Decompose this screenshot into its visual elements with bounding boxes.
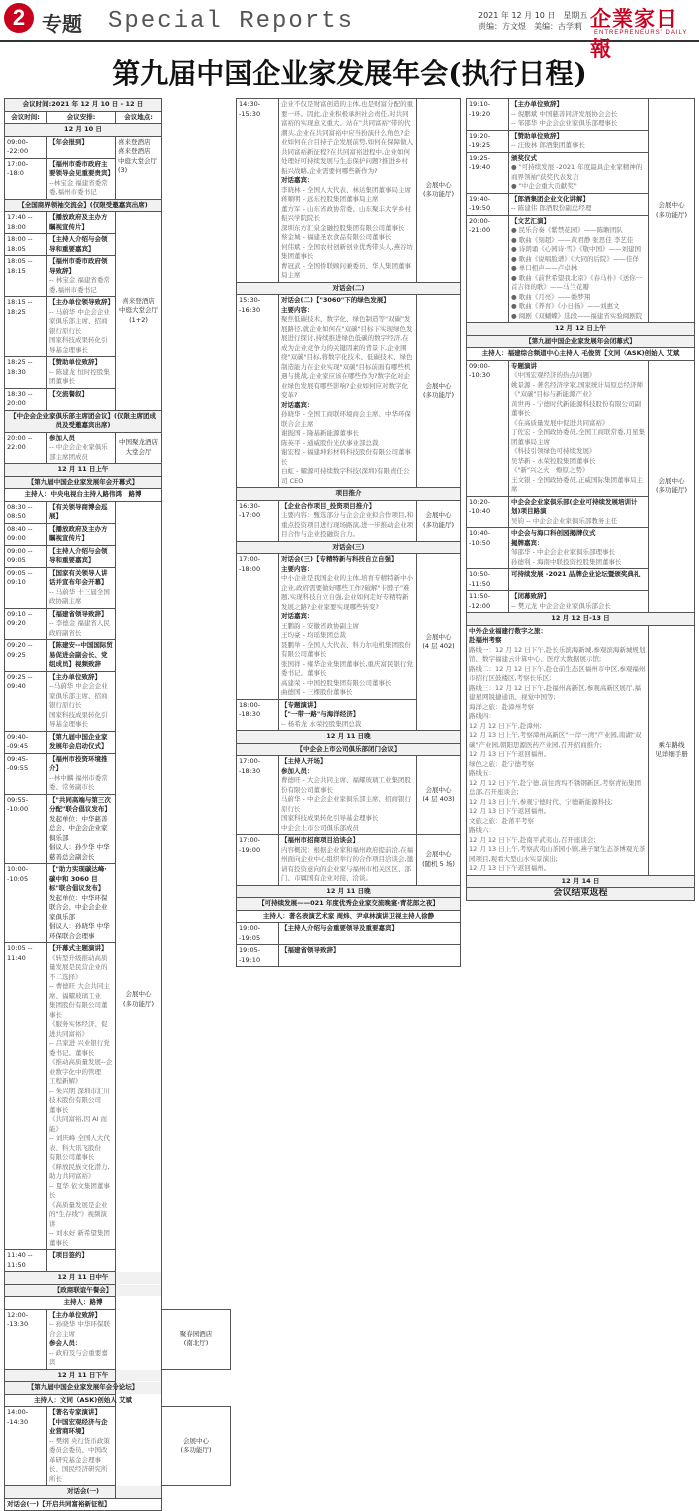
list-item: 有限公司董事长: [49, 1153, 95, 1161]
time-cell: 17:00--18:30: [237, 756, 279, 835]
time-cell: 17:00--18:0: [5, 158, 47, 199]
list-item: 路线四：: [469, 712, 495, 720]
venue-cell: 会展中心 (多功能厅): [417, 99, 461, 283]
time-cell: 09:05 -- 09:10: [5, 567, 47, 608]
guest-item: 陈英平 - 通威股份光伏事业部总裁: [281, 438, 379, 447]
event-cell: 【"共同高端与第三次分配"联合倡议发布】 发起单位：中华慈善总会、中企会企业家俱乐部 倡议人：孙少华 中华慈善总会副会长: [47, 794, 116, 864]
event-cell: 【福州市招商项目洽谈会】 内容概况：根据企业家和福州政府提前洽,在福州面向企业中心组织举行的合作项目洽谈会,邀请有投资意向的企业家与福州市相关区区、部门、市属国有企业对接、洽谈。: [279, 835, 417, 886]
guest-list: [281, 186, 414, 281]
session-host: 主持人：著名表演艺术家 周炜、尹卓林演讲卫视主持人徐静: [237, 910, 461, 923]
venue-cell: 喜来登酒店 中庭大堂会厅 (1+2): [115, 212, 161, 411]
time-cell: 09:00--10:30: [467, 360, 509, 496]
day-header: 12 月 12 日-13 日: [467, 613, 695, 626]
event-cell: 参加人员 -- 中企会企业家俱乐部主席团成员: [47, 432, 116, 464]
list-item: ● 闽剧《双蝴蝶》选段——福建省实验闽剧院: [511, 311, 643, 320]
list-item: ● 歌曲《刻超》——黄君静 张思佳 李艺佳: [511, 235, 634, 244]
venue-cell: 喜来登酒店 喜来登酒店 中庭大堂会厅(3): [115, 136, 161, 199]
guest-item: 曹冠武 - 全国侨联顾问兼委员、华人集团董事局主席: [281, 261, 411, 279]
event-cell: 【企业合作项目_投资项目推介】 主要内容：甄选部分与企会企业拟合作项目,和重点投资项目进行现场路演,进一步推动企业项目合作与企业投融资合力。: [279, 500, 417, 541]
event-cell: 【赞助单位致辞】 -- 汪俊林 郎酒集团董事长: [509, 130, 649, 152]
list-item: ● 民乐合奏《紫禁花园》——陈瞻团队: [511, 226, 623, 234]
event-cell: 【专题演讲】 【"一带一路"与海洋经济】 -- 杨希龙 永荣控股集团总裁: [279, 699, 417, 731]
time-cell: 12:00--13:30: [5, 1309, 47, 1369]
time-cell: 18:00--18:30: [237, 699, 279, 731]
attendee-list: [281, 776, 414, 833]
page-title: 第九届中国企业家发展年会(执行日程): [112, 57, 587, 90]
time-cell: 19:05--19:10: [237, 945, 279, 967]
list-item: 路线六：: [469, 826, 495, 834]
event-cell: 对话会(三)【专精特新与科技自立自强】 主要内容： 中小企业是我国企业的主体,培育专精特新中小企业,政府需要做好哪些工作?破解"卡脖子"难题,实现科技自立自强,企业如何走好专精特新发展之路?企业家要实现哪些转变? 对话嘉宾： 王鹏韵 - 安徽省政协副主席 王均豪 - 均瑶集团总裁 聂鹏举 - 全国人大代表、科力尔电机集团股份有限公司董事长 张国祥 - 雍华企业集团董事长,重庆富民银行党委书记、董事长 高建荣 - 中国控股集团有限公司董事长 曲德国 - 三棵股份董事长: [279, 554, 417, 700]
guest-item: 孙晓华 - 全国工商联环境商会主席、中华环保联合会主席: [281, 410, 411, 428]
col-header-time: 会议时间:: [5, 111, 47, 124]
event-cell: 对话会(二)【"3060"下的绿色发展】 主要内容： 聚焦低碳技术、数字化、绿色制造等"双碳"发展路径,就企业如何在"双碳"目标下实现绿色发展进行探讨,持续推进绿色低碳的数字经济,在成为企业竞争力的关键因素的背景下,企业围绕"双碳"目标,将数字化技术、低碳技术、绿色制造能力在企业实现"双碳"目标前面有哪些机遇与挑战,企业家应该在哪些作为?数字化对企业绿色发展有哪些影响?企业如何应对数字化变革? 对话嘉宾： 孙晓华 - 全国工商联环境商会主席、中华环保联合会主席 谢振国 - 隆基新能源董事长 陈英平 - 通威股份光伏事业部总裁 谢宏程 - 福建坤彩材料科技股份有限公司董事长 白虹 - 耀源可持续数字科技(深圳)有限责任公司 CEO: [279, 295, 417, 488]
time-cell: 09:00--22:00: [5, 136, 47, 158]
list-item: 董事长: [49, 1105, 69, 1114]
list-item: 12 月 12 日下午,赴宁德,前往湾坞不锈钢新区,考察青拓集团总部,召开座谈会;: [469, 778, 641, 796]
time-cell: 19:10--19:20: [467, 99, 509, 131]
event-cell: 【郎酒集团企业文化讲解】 -- 陈建伟 郎酒股份副总经理: [509, 193, 649, 215]
session-header: 对话会(三): [237, 541, 461, 554]
event-cell: 【主办单位致辞】 --马蔚华 中企会企业家俱乐部主席、招商 银行原行长 国家科技成果转化引导基金理事长: [47, 671, 116, 731]
time-cell: 17:00--18:00: [237, 554, 279, 700]
time-cell: 11:50--12:00: [467, 591, 509, 613]
list-item: 《科技引领绿色可持续发展》: [511, 447, 596, 455]
list-item: 《在高质量发展中促进共同富裕》: [511, 418, 609, 427]
time-cell: 19:00--19:05: [237, 923, 279, 945]
page-number-badge: 2: [4, 3, 34, 33]
event-cell: 【主持人介绍与会领导和重要嘉宾】: [47, 545, 116, 567]
venue-cell: 会展中心 (多功能厅): [115, 501, 161, 1498]
guest-item: 李晓林 - 全国人大代表、林达集团董事局主席: [281, 185, 411, 194]
schedule-table-3: [466, 98, 695, 901]
list-item: 《"双碳"目标与新能源产业》: [511, 390, 595, 398]
list-item: 《服务实体经济、促进共同富裕》: [49, 1020, 108, 1038]
venue-cell: 会展中心 (多功能厅): [417, 500, 461, 541]
guest-item: 曲德国 - 三棵股份董事长: [281, 688, 353, 696]
list-item: 12 月 13 日下午返回福州。: [469, 750, 551, 758]
event-cell: 专题演讲 《中国宏观经济的热点问题》 姚景源 - 著名经济学家,国家统计局原总经济师 《"双碳"目标与新能源产业》 黄世再 - 宁德时代新能源科技股份有限公司副董事长 《在高质量发展中促进共同富裕》 丁佐宏 - 全国政协委员,全国工商联常委,月星集团董事局主席 《科技引领绿色可持续发展》 吴华新 - 永荣控股集团董事长 《"新"兴之火 燎原之势》 王文银 - 全国政协委员,正威国际集团董事局主席: [509, 360, 649, 496]
overview-row: 会议时间:2021 年 12 月 10 日 - 12 日: [5, 99, 162, 112]
event-cell: 可持续发展 -2021 品牌企业论坛暨颁奖典礼: [509, 569, 649, 591]
event-cell: 【年会报到】: [47, 136, 116, 158]
guest-item: 王鹏韵 - 安徽省政协副主席: [281, 621, 359, 630]
time-cell: 19:40--19:50: [467, 193, 509, 215]
time-cell: 17:40 -- 18:00: [5, 212, 47, 234]
list-item: ● "中企会重大贡献奖": [511, 182, 577, 190]
venue-cell: 会展中心 (多功能厅): [649, 99, 695, 323]
session-header: 【第九届中国企业家发展年会分论坛】: [5, 1382, 162, 1395]
schedule-column-3: [466, 98, 695, 901]
event-cell: 【有关领导商博会巡展】: [47, 501, 116, 523]
guest-item: 张国祥 - 雍华企业集团董事长,重庆富民银行党委书记、董事长: [281, 659, 414, 677]
guest-item: 谢宏程 - 福建坤彩材料科技股份有限公司董事长: [281, 448, 411, 466]
list-item: ● 歌曲《前世希望我北京》《春马朴》《送你一首吉祥的歌》——马兰花瓣: [511, 273, 643, 291]
list-item: ● 诗朗诵《心园诗·雪》《敬中国》——刘建国: [511, 245, 642, 253]
venue-cell: 聚春园酒店 (南北厅): [162, 1309, 231, 1369]
page-header: [0, 0, 699, 61]
schedule-column-2: [236, 98, 461, 967]
schedule-table-2: [236, 98, 461, 967]
list-item: ● 歌曲《说唱脸谱》《大同的后院》——佳佯: [511, 254, 639, 263]
event-cell: 【播放政府及主办方瞩视宣传片】: [47, 212, 116, 234]
event-cell: 【福州市委市政府主要领导会见重要贵宾】 --林宝金 福建省委常委,福州市委书记: [47, 158, 116, 199]
event-cell: 【主办单位致辞】 -- 孙晓华 中华环保联合会主席 参会人员： -- 政府及与会重要嘉宾: [47, 1309, 116, 1369]
list-item: 12 月 13 日上午,参观宁德时代、宁德新能源科技;: [469, 797, 613, 806]
list-item: 海洋之旅：赴漳州考察: [469, 702, 534, 711]
session-header: 项目推介: [237, 488, 461, 501]
session-header: 【全国商界领袖交流会】(仅限受邀嘉宾出席): [5, 199, 162, 212]
time-cell: 10:50--11:50: [467, 569, 509, 591]
guest-item: 董方军 - 山东省政协常委、山东聚丰大学乡村振兴学院院长: [281, 204, 411, 222]
list-item: -- 刘永好 新希望集团董事长: [49, 1229, 110, 1247]
list-item: ● "可持续发展 -2021 年度最具企业家精神的商界领袖"获奖代表发言: [511, 163, 643, 181]
session-header: 对话会(二): [237, 282, 461, 295]
list-item: 集团股份有限公司董事长: [49, 1001, 108, 1019]
list-item: 12 月 12 日下午,赴南平武夷山,召开座谈会;: [469, 835, 596, 844]
event-cell: 【文艺汇演】 ● 民乐合奏《紫禁花园》——陈瞻团队 ● 歌曲《刻超》——黄君静 张思佳 李艺佳 ● 诗朗诵《心园诗·雪》《敬中国》——刘建国 ● 歌曲《说唱脸谱》《大同的后院》——佳佯 ● 单口相声——卢卓林 ● 歌曲《前世希望我北京》《春马朴》《送你一首吉祥的歌》——马兰花瓣 ● 歌曲《月亮》——娄梦翔 ● 歌曲《养育》《小日扬》——刘惠文 ● 闽剧《双蝴蝶》选段——福建省实验闽剧院: [509, 215, 649, 323]
list-item: ● 歌曲《养育》《小日扬》——刘惠文: [511, 302, 620, 310]
list-item: -- 吕家进 兴业银行党委书记、董事长: [49, 1039, 110, 1057]
event-cell: 【著名专家演讲】 【中国宏观经济与企业营商环境】 -- 樊纲 央行货币政策委员会委员、中国改革研究基金会理事长、国民经济研究所所长: [47, 1407, 116, 1486]
event-cell: 颁奖仪式 ● "可持续发展 -2021 年度最具企业家精神的商界领袖"获奖代表发言 ● "中企会重大贡献奖": [509, 152, 649, 193]
list-item: 不二选择》: [49, 972, 82, 981]
session-host: 主持人：路博: [5, 1297, 162, 1310]
time-cell: 14:30--15:30: [237, 99, 279, 283]
venue-cell: 会展中心 (4 层 403): [417, 756, 461, 835]
section-label: 专题: [42, 12, 82, 36]
event-cell: 【"助力实现碳达峰·碳中和 3060 目标"联合倡议发布】 发起单位：中华环保联合会、中企会企业家俱乐部 倡议人：孙晓华 中华环保联合会理事: [47, 864, 116, 943]
speech-list: [511, 371, 646, 495]
event-cell: 【国家有关领导人讲话并宣布年会开幕】 -- 马蔚华 十三届全国政协副主席: [47, 567, 116, 608]
event-cell: 【主持人介绍与会重要领导及重要嘉宾】: [279, 923, 461, 945]
session-host: 主持人：福建综合频道中心主持人 毛俊贺【文同（ASK)创始人 艾斌: [467, 348, 695, 361]
time-cell: 10:40--10:50: [467, 528, 509, 569]
venue-cell: 会展中心 (多功能厅): [162, 1407, 231, 1486]
list-item: 《"新"兴之火 燎原之势》: [511, 466, 589, 474]
event-cell: 【福建省领导致辞】 -- 李德金 福建省人民政府副省长: [47, 608, 116, 640]
list-item: 《中国宏观经济的热点问题》: [511, 371, 596, 379]
list-item: 路线三：12 月 12 日下午,赴福州高新区,参观高新区展厅,福建星网锐捷通讯、视觉中国等;: [469, 683, 641, 701]
guest-list: [281, 410, 414, 486]
session-header: 对话会(一): [5, 1486, 162, 1499]
list-item: 12 月 13 日下午返回福州。: [469, 807, 551, 815]
newspaper-logo-en: ENTREPRENEURS' DAILY: [594, 30, 688, 36]
time-cell: 19:20--19:25: [467, 130, 509, 152]
time-cell: 09:10 -- 09:20: [5, 608, 47, 640]
time-cell: 11:40 -- 11:50: [5, 1250, 47, 1272]
time-cell: 18:00 -- 18:05: [5, 234, 47, 256]
session-header: 【政商联谊午餐会】: [5, 1284, 162, 1297]
event-cell: 【主持人介绍与会领导和重要嘉宾】: [47, 234, 116, 256]
attendee-item: 国家科技成果转化引导基金理事长: [281, 814, 379, 822]
time-cell: 09:00 -- 09:05: [5, 545, 47, 567]
event-cell: 中企会与海口科创园揭牌仪式 揭牌嘉宾： 邹邵华 - 中企会企业家俱乐部理事长 孙德利 - 海南中联投资控股集团董事长: [509, 528, 649, 569]
attendee-item: 马蔚华 - 中企会企业家俱乐部主席、招商银行原行长: [281, 795, 411, 813]
event-cell: 对话会(一)【开启共同富裕新征程】: [5, 1498, 162, 1511]
day-header: 12 月 11 日晚: [237, 885, 461, 898]
event-cell: 【项目签约】: [47, 1250, 116, 1272]
day-header: 12 月 11 日中午: [5, 1272, 162, 1285]
guest-item: 深圳东方汇泉金融控股集团有限公司董事长: [281, 223, 405, 232]
list-item: 《推动高质量发展--企业数字化中的管理: [49, 1058, 113, 1076]
time-cell: 20:00--21:00: [467, 215, 509, 323]
time-cell: 09:55--10:00: [5, 794, 47, 864]
day-header: 12 月 12 日上午: [467, 323, 695, 336]
time-cell: 08:30 -- 08:50: [5, 501, 47, 523]
event-cell: 【闭幕致辞】 -- 樊元龙 中企会企业家俱乐部会长: [509, 591, 649, 613]
schedule-column-1: [4, 98, 231, 1511]
time-cell: 17:00--19:00: [237, 835, 279, 886]
closing-row: 会议结束返程: [467, 888, 695, 901]
guest-item: 何伟斌 - 全国农村创新创业优秀带头人,燕谷坊集团董事长: [281, 242, 414, 260]
list-item: 绿色之旅：赴宁德考察: [469, 759, 534, 768]
list-item: -- 夏华 依文集团董事长: [49, 1181, 110, 1199]
day-header: 12 月 14 日: [467, 875, 695, 888]
day-header: 12 月 11 日上午: [5, 464, 162, 477]
session-header: 【中企会上市公司俱乐部闭门会议】: [237, 743, 461, 756]
event-cell: 【陈建安--中国国际贸易促进会副会长、党组成员】视频致辞: [47, 640, 116, 672]
time-cell: 10:00--10:05: [5, 864, 47, 943]
time-cell: 10:05 -- 11:40: [5, 943, 47, 1250]
attendee-item: 中企会上市公司俱乐部成员: [281, 823, 359, 832]
guest-item: 聂鹏举 - 全国人大代表、科力尔电机集团股份有限公司董事长: [281, 640, 411, 658]
event-cell: 【第九届中国企业家发展年会启动仪式】: [47, 731, 116, 753]
tour-cell: 中外企业福建行数字之旅： 赴福州考察 路线一：12 月 12 日下午,赴长乐滨海新城,参观滨海新城规划馆、数字福建云计算中心、医疗大数据展示馆; 路线二：12 月 12 日下午,赴仓前生态区福州市中区,参观福州市招行区鼓楼区,考察长乐区; 路线三：12 月 12 日下午,赴福州高新区,参观高新区展厅,福建星网锐捷通讯、视觉中国等; 海洋之旅：赴漳州考察 路线四： 12 月 12 日下午,赴漳州; 12 月 13 日上午,考察漳州高新区"一岸一湾"产业园,南湖"双碳"产业园,朝阳思源医药产业园,召开招商推介; 12 月 13 日下午返回福州。 绿色之旅：赴宁德考察 路线五： 12 月 12 日下午,赴宁德,前往湾坞不锈钢新区,考察青拓集团总部,召开座谈会; 12 月 13 日上午,参观宁德时代、宁德新能源科技; 12 月 13 日下午返回福州。 文旅之旅：赴莆平考察 路线六： 12 月 12 日下午,赴南平武夷山,召开座谈会; 12 月 13 日上午,考察武夷山茶园小镇,燕子窠生态茶博观光茶园项目,观看大型山水实景演出; 12 月 13 日下午返回福州。: [467, 625, 649, 875]
time-cell: 09:40--09:45: [5, 731, 47, 753]
event-cell: 【开幕式主题演讲】 《转型升级推动高质量发展是民营企业的 不二选择》 -- 曹德旺 大会共同主席、福耀玻璃工业 集团股份有限公司董事长 《服务实体经济、促进共同富裕》 -- 吕家进 兴业银行党委书记、董事长 《推动高质量发展--企业数字化中的管理 工程新解》 -- 朱兴明 深圳市汇川技术股份有限公司 董事长 《共同富裕,因 AI 而能》 -- 刘庆峰 全国人大代表、科大讯飞股份 有限公司董事长 《释放民族文化潜力,助力共同富裕》 -- 夏华 依文集团董事长 《高质量发展是企业的"生存线"》视频演讲 -- 刘永好 新希望集团董事长: [47, 943, 116, 1250]
tour-route-list: [469, 646, 646, 874]
list-item: 《高质量发展是企业的"生存线"》视频演讲: [49, 1200, 108, 1228]
list-item: 12 月 13 日上午,考察漳州高新区"一岸一湾"产业园,南湖"双碳"产业园,朝阳思源医药产业园,召开招商推介;: [469, 731, 642, 749]
list-item: 12 月 13 日下午返回福州。: [469, 864, 551, 872]
guest-item: 蒋顺明 - 远东控股集团董事局主席: [281, 195, 379, 203]
event-cell: 【交流餐叙】: [47, 388, 116, 410]
schedule-table-1: [4, 98, 231, 1511]
list-item: ● 单口相声——卢卓林: [511, 264, 578, 272]
issue-meta: [478, 10, 587, 32]
list-item: 黄世再 - 宁德时代新能源科技股份有限公司副董事长: [511, 399, 641, 417]
col-header-content: 会议安排:: [47, 111, 116, 124]
list-item: 姚景源 - 著名经济学家,国家统计局原总经济师: [511, 380, 644, 389]
list-item: 《释放民族文化潜力,助力共同富裕》: [49, 1162, 110, 1180]
list-item: -- 朱兴明 深圳市汇川技术股份有限公司: [49, 1086, 110, 1104]
event-cell: 【赞助单位致辞】 -- 陈建龙 恒时控股集团董事长: [47, 357, 116, 389]
time-cell: 16:30--17:00: [237, 500, 279, 541]
day-header: 12 月 11 日下午: [5, 1369, 162, 1382]
section-label-en: Special Reports: [108, 8, 355, 35]
guest-item: 谢振国 - 隆基新能源董事长: [281, 429, 359, 437]
event-cell: 【福州市投资环境推介】 --林中麟 福州市委常委、常务副市长: [47, 753, 116, 794]
session-host: 主持人：文同（ASK)创始人 艾斌: [5, 1394, 162, 1407]
issue-editors: 责编：方文煜 美编：古学莉: [478, 22, 582, 31]
event-cell: 中企会企业家俱乐部(企业可持续发展培训计划)项目路演 吴钧 -- 中企会企业家俱乐部教务主任: [509, 496, 649, 528]
venue-cell: 会展中心 (多功能厅): [417, 295, 461, 488]
day-header: 12 月 11 日晚: [237, 731, 461, 744]
list-item: 丁佐宏 - 全国政协委员,全国工商联常委,月星集团董事局主席: [511, 428, 646, 446]
guest-item: 蔡金城 - 福建圣农食品有限公司董事长: [281, 233, 392, 241]
time-cell: 20:00 -- 22:00: [5, 432, 47, 464]
list-item: 《共同富裕,因 AI 而能》: [49, 1115, 108, 1133]
day-header: 12 月 10 日: [5, 124, 162, 137]
guest-list: [281, 622, 414, 698]
event-cell: 【播放政府及主办方瞩视宣传片】: [47, 523, 116, 545]
event-cell: 【福建省领导致辞】: [279, 945, 461, 967]
time-cell: 09:20 -- 09:25: [5, 640, 47, 672]
time-cell: 09:25 -- 09:40: [5, 671, 47, 731]
time-cell: 10:20--10:40: [467, 496, 509, 528]
award-list: [511, 163, 646, 192]
list-item: 路线二：12 月 12 日下午,赴仓前生态区福州市中区,参观福州市招行区鼓楼区,考察长乐区;: [469, 664, 646, 682]
session-header: 【第九届中国企业家发展年会闭幕式】: [467, 335, 695, 348]
list-item: 路线五：: [469, 769, 495, 777]
guest-item: 王均豪 - 均瑶集团总裁: [281, 631, 346, 639]
time-cell: 18:15 -- 18:25: [5, 297, 47, 357]
list-item: 吴华新 - 永荣控股集团董事长: [511, 456, 596, 465]
event-cell: 【福州市委市政府领导致辞】 -- 林宝金 福建省委常委,福州市委书记: [47, 256, 116, 297]
list-item: 文旅之旅：赴莆平考察: [469, 816, 534, 825]
time-cell: 18:30 -- 20:00: [5, 388, 47, 410]
event-cell: 【主办单位致辞】 -- 倪鹏斌 中国慈善同济发展协会会长 -- 邹邵华 中企会企业家俱乐部理事长: [509, 99, 649, 131]
time-cell: 08:40 -- 09:00: [5, 523, 47, 545]
time-cell: 18:25 -- 18:30: [5, 357, 47, 389]
time-cell: 18:05 -- 18:15: [5, 256, 47, 297]
time-cell: 19:25--19:40: [467, 152, 509, 193]
performance-list: [511, 226, 646, 321]
session-header: 【中企会企业家俱乐部主席团会议】(仅限主席团成员及受邀嘉宾出席): [5, 410, 162, 432]
list-item: -- 刘庆峰 全国人大代表、科大讯飞股份: [49, 1134, 110, 1152]
list-item: 王文银 - 全国政协委员,正威国际集团董事局主席: [511, 475, 644, 493]
event-cell: 【主持人开场】 参加人员： 曹德旺 - 大会共同主席、福耀玻璃工业集团股份有限公司董事长 马蔚华 - 中企会企业家俱乐部主席、招商银行原行长 国家科技成果转化引导基金理事长 中企会上市公司俱乐部成员: [279, 756, 417, 835]
list-item: 路线一：12 月 12 日下午,赴长乐滨海新城,参观滨海新城规划馆、数字福建云计算中心、医疗大数据展示馆;: [469, 645, 646, 663]
session-header: 【可持续发展——021 年度优秀企业家交流晚宴·青花郎之夜】: [237, 898, 461, 911]
guest-item: 高建荣 - 中国控股集团有限公司董事长: [281, 678, 392, 687]
event-cell: 【主办单位领导致辞】 -- 马蔚华 中企会企业家俱乐部主席、招商 银行原行长 国家科技成果转化引导基金理事长: [47, 297, 116, 357]
venue-cell: 会展中心 (4 层 402): [417, 554, 461, 731]
venue-cell: 中国聚龙酒店 大堂会厅: [115, 432, 161, 464]
event-cell: 企业不仅是财富创造的主体,也是财富分配的重要一环。因此,企业积极承担社会责任,对共同富裕的实现意义重大。站在"共同富裕"带的代潮头,企业在共同富裕中应当扮演什么角色?企业如何在合目持子企发展前势,如何在保障做人共同富裕新征程?在共同富裕进程中,企业如何处理好可持续发展与生态保护问题?推进乡村振兴战略,企业需要何哪些新作为? 对话嘉宾： 李晓林 - 全国人大代表、林达集团董事局主席 蒋顺明 - 远东控股集团董事局主席 董方军 - 山东省政协常委、山东聚丰大学乡村振兴学院院长 深圳东方汇泉金融控股集团有限公司董事长 蔡金城 - 福建圣农食品有限公司董事长 何伟斌 - 全国农村创新创业优秀带头人,燕谷坊集团董事长 曹冠武 - 全国侨联顾问兼委员、华人集团董事局主席: [279, 99, 417, 283]
venue-cell: 会展中心 (随机 5 场): [417, 835, 461, 886]
guest-item: 白虹 - 耀源可持续数字科技(深圳)有限责任公司 CEO: [281, 467, 410, 485]
venue-cell: 乘车路线 见详细手册: [649, 625, 695, 875]
time-cell: 09:45--09:55: [5, 753, 47, 794]
time-cell: 14:00--14:30: [5, 1407, 47, 1486]
session-host: 主持人：中央电视台主持人路伟鸿 路博: [5, 489, 162, 502]
issue-date: 2021 年 12 月 10 日 星期五: [478, 11, 588, 20]
list-item: 《转型升级推动高质量发展是民营企业的: [49, 953, 108, 971]
list-item: -- 曹德旺 大会共同主席、福耀玻璃工业: [49, 982, 110, 1000]
session-header: 【第九届中国企业家发展年会开幕式】: [5, 476, 162, 489]
venue-cell: 会展中心 (多功能厅): [649, 360, 695, 613]
keynote-list: [49, 954, 113, 1249]
list-item: 12 月 13 日上午,考察武夷山茶园小镇,燕子窠生态茶博观光茶园项目,观看大型山水实景演出;: [469, 845, 646, 863]
list-item: ● 歌曲《月亮》——娄梦翔: [511, 292, 591, 301]
col-header-venue: 会议地点:: [115, 111, 161, 124]
list-item: 工程新解》: [49, 1077, 82, 1085]
attendee-item: 曹德旺 - 大会共同主席、福耀玻璃工业集团股份有限公司董事长: [281, 776, 411, 794]
list-item: 12 月 12 日下午,赴漳州;: [469, 721, 542, 730]
time-cell: 15:30--16:30: [237, 295, 279, 488]
newspaper-logo: 企業家日報: [590, 6, 678, 61]
